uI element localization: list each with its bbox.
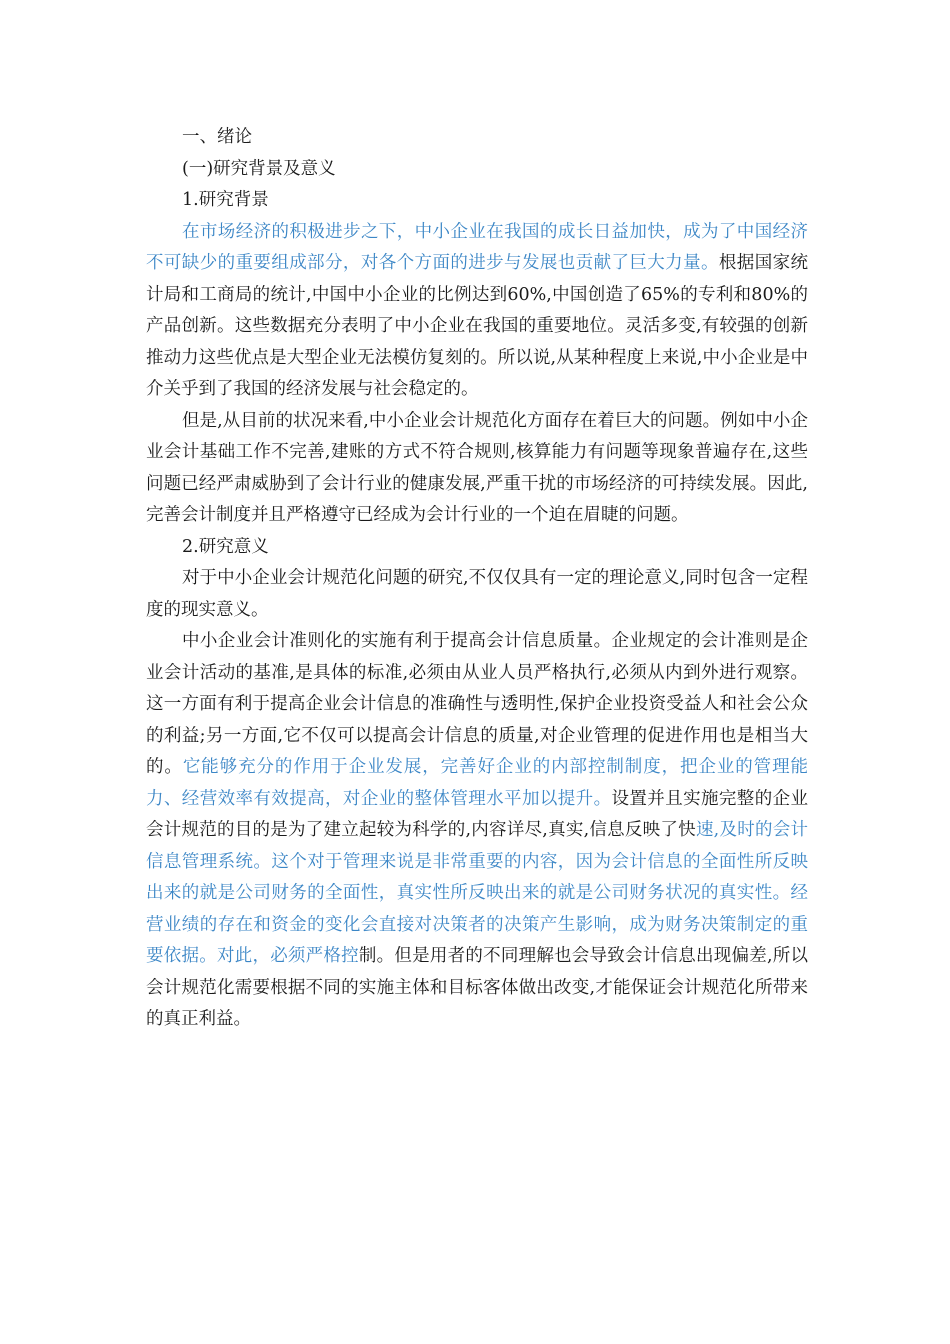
paragraph-significance-1: 对于中小企业会计规范化问题的研究,不仅仅具有一定的理论意义,同时包含一定程度的现实意义。: [146, 568, 808, 620]
paragraph-background-2: 但是,从目前的状况来看,中小企业会计规范化方面存在着巨大的问题。例如中小企业会计基础工作不完善,建账的方式不符合规则,核算能力有问题等现象普遍存在,这些问题已经严肃威胁到了会计行业的健康发展,严重干扰的市场经济的可持续发展。因此,完善会计制度并且严格遵守已经成为会计行业的一个迫在眉睫的问题。: [146, 410, 808, 525]
document-body: [146, 122, 808, 1036]
heading-subsection-significance: 2.研究意义: [182, 536, 269, 557]
paragraph-background-1: [146, 217, 808, 406]
highlighted-text: 在市场经济的积极进步之下，中小企业在我国的成长日益加快，成为了中国经济不可缺少的重要组成部分，对各个方面的进步与发展也贡献了巨大力量。: [146, 221, 808, 273]
paragraph-significance-2: [146, 626, 808, 1036]
highlighted-text: 速,及时的会计信息管理系统。这个对于管理来说是非常重要的内容，因为会计信息的全面性所反映出来的就是公司财务的全面性，真实性所反映出来的就是公司财务状况的真实性。经营业绩的存在和资金的变化会直接对决策者的决策产生影响，成为财务决策制定的重要依据。对此，必须严格控: [146, 820, 808, 966]
body-text: 中小企业会计准则化的实施有利于提高会计信息质量。企业规定的会计准则是企业会计活动的基准,是具体的标准,必须由从业人员严格执行,必须从内到外进行观察。这一方面有利于提高企业会计信息的准确性与透明性,保护企业投资受益人和社会公众的利益;另一方面,它不仅可以提高会计信息的质量,对企业管理的促进作用也是相当大的。: [146, 631, 808, 777]
body-text: 根据国家统计局和工商局的统计,中国中小企业的比例达到60%,中国创造了65%的专利和80%的产品创新。这些数据充分表明了中小企业在我国的重要地位。灵活多变,有较强的创新推动力这些优点是大型企业无法模仿复刻的。所以说,从某种程度上来说,中小企业是中介关乎到了我国的经济发展与社会稳定的。: [146, 253, 809, 399]
heading-chapter: 一、绪论: [182, 127, 252, 147]
heading-section: (一)研究背景及意义: [182, 158, 336, 179]
body-text: 设置并且实施完整的企业会计规范的目的是为了建立起较为科学的,内容详尽,真实,信息反映了快: [146, 788, 809, 840]
body-text: 制。但是用者的不同理解也会导致会计信息出现偏差,所以会计规范化需要根据不同的实施主体和目标客体做出改变,才能保证会计规范化所带来的真正利益。: [146, 946, 809, 1029]
heading-subsection-background: 1.研究背景: [182, 190, 269, 210]
highlighted-text: 它能够充分的作用于企业发展，完善好企业的内部控制制度，把企业的管理能力、经营效率有效提高，对企业的整体管理水平加以提升。: [146, 757, 809, 809]
